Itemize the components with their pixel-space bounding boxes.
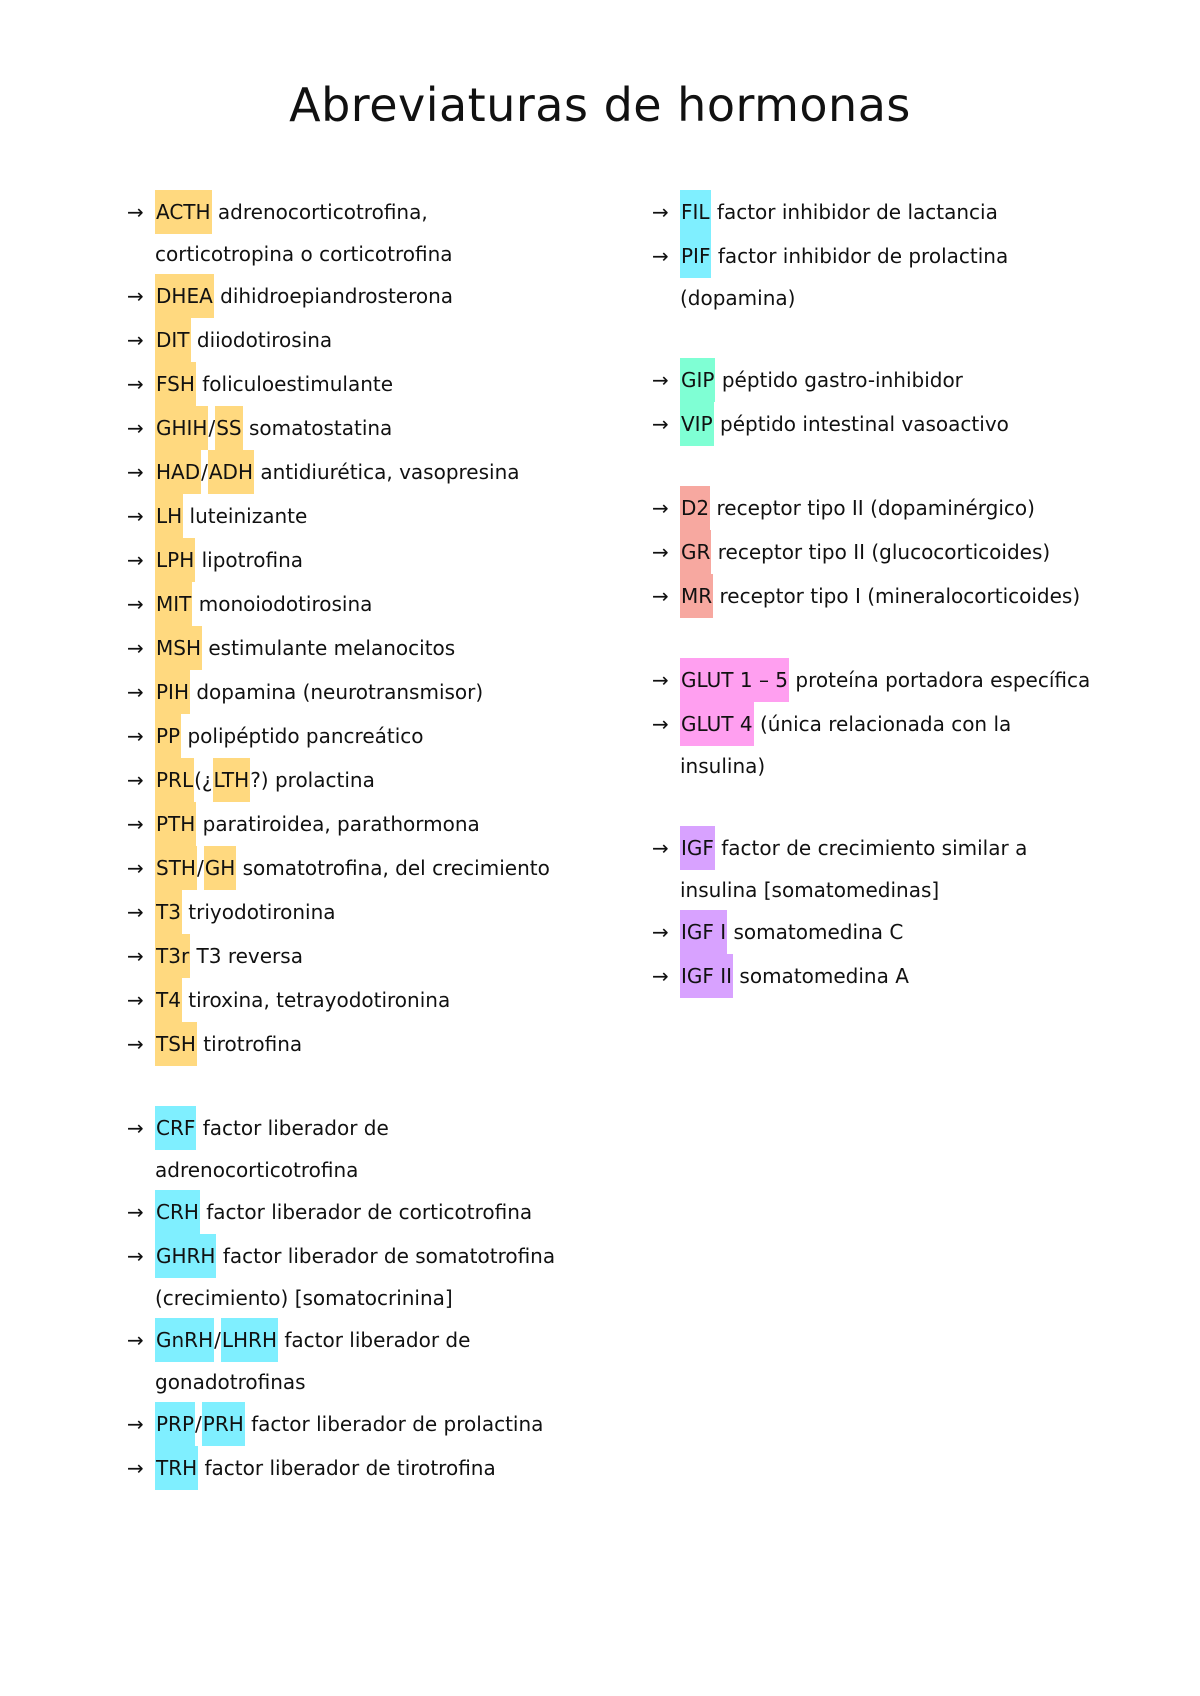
- abbreviation-highlight: IGF I: [680, 910, 727, 954]
- definition-text: somatomedina A: [733, 964, 909, 988]
- abbreviation-entry: [652, 402, 1152, 446]
- definition-text: factor liberador de: [196, 1116, 389, 1140]
- abbreviation-highlight: T3: [155, 890, 182, 934]
- arrow-icon: →: [127, 988, 144, 1012]
- abbreviation-entry: [127, 1106, 607, 1190]
- abbreviation-entry: [652, 530, 1152, 574]
- entry-line: [652, 954, 1152, 998]
- arrow-icon: →: [652, 200, 669, 224]
- abbreviation-highlight: FIL: [680, 190, 711, 234]
- entry-line: [127, 538, 607, 582]
- entry-line: [127, 1446, 607, 1490]
- definition-text: somatomedina C: [727, 920, 904, 944]
- abbreviation-highlight: GHIH: [155, 406, 208, 450]
- arrow-icon: →: [652, 496, 669, 520]
- abbreviation-highlight: STH: [155, 846, 197, 890]
- arrow-icon: →: [127, 1412, 144, 1436]
- abbreviation-separator: (¿: [194, 768, 213, 792]
- abbreviation-separator: /: [201, 460, 208, 484]
- abbreviation-highlight: GH: [204, 846, 237, 890]
- abbreviation-highlight: GnRH: [155, 1318, 214, 1362]
- abbreviation-highlight: LPH: [155, 538, 195, 582]
- entry-continuation-line: [652, 870, 1152, 910]
- entry-line: [127, 1318, 607, 1362]
- abbreviation-entry: [127, 318, 607, 362]
- abbreviation-entry: [652, 358, 1152, 402]
- abbreviation-entry: [652, 190, 1152, 234]
- definition-text: (única relacionada con la: [753, 712, 1012, 736]
- abbreviation-highlight: GIP: [680, 358, 715, 402]
- abbreviation-highlight: DIT: [155, 318, 191, 362]
- entry-line: [127, 890, 607, 934]
- entry-line: [127, 318, 607, 362]
- spacer: [127, 1066, 607, 1106]
- entry-continuation-line: [127, 1362, 607, 1402]
- right-column: [652, 190, 1152, 998]
- abbreviation-entry: [652, 954, 1152, 998]
- abbreviation-entry: [127, 450, 607, 494]
- definition-text: dopamina (neurotransmisor): [190, 680, 484, 704]
- abbreviation-entry: [127, 846, 607, 890]
- definition-text: receptor tipo II (dopaminérgico): [710, 496, 1035, 520]
- abbreviation-highlight: VIP: [680, 402, 714, 446]
- entry-line: [652, 702, 1152, 746]
- abbreviation-highlight: MIT: [155, 582, 192, 626]
- abbreviation-highlight: MSH: [155, 626, 202, 670]
- abbreviation-highlight: PRH: [202, 1402, 245, 1446]
- entry-continuation-line: [127, 234, 607, 274]
- definition-text: T3 reversa: [190, 944, 303, 968]
- arrow-icon: →: [127, 200, 144, 224]
- abbreviation-entry: [127, 494, 607, 538]
- definition-text: insulina): [680, 754, 766, 778]
- definition-text: receptor tipo I (mineralocorticoides): [713, 584, 1081, 608]
- entry-line: [127, 190, 607, 234]
- abbreviation-highlight: CRF: [155, 1106, 196, 1150]
- arrow-icon: →: [127, 504, 144, 528]
- abbreviation-entry: [127, 890, 607, 934]
- spacer: [652, 446, 1152, 486]
- arrow-icon: →: [652, 668, 669, 692]
- entry-line: [652, 190, 1152, 234]
- entry-continuation-line: [127, 1150, 607, 1190]
- arrow-icon: →: [127, 900, 144, 924]
- entry-line: [127, 406, 607, 450]
- entry-line: [127, 846, 607, 890]
- abbreviation-highlight: LTH: [213, 758, 251, 802]
- entry-line: [652, 234, 1152, 278]
- abbreviation-highlight: LH: [155, 494, 183, 538]
- abbreviation-highlight: T3r: [155, 934, 190, 978]
- entry-line: [127, 1234, 607, 1278]
- arrow-icon: →: [127, 636, 144, 660]
- definition-text: antidiurética, vasopresina: [254, 460, 520, 484]
- arrow-icon: →: [127, 944, 144, 968]
- arrow-icon: →: [652, 540, 669, 564]
- entry-line: [652, 658, 1152, 702]
- abbreviation-entry: [127, 582, 607, 626]
- abbreviation-entry: [652, 658, 1152, 702]
- definition-text: péptido intestinal vasoactivo: [713, 412, 1009, 436]
- abbreviation-highlight: D2: [680, 486, 710, 530]
- abbreviation-entry: [652, 826, 1152, 910]
- entry-line: [127, 802, 607, 846]
- page-title: Abreviaturas de hormonas: [289, 78, 911, 132]
- abbreviation-entry: [127, 1318, 607, 1402]
- definition-text: corticotropina o corticotrofina: [155, 242, 453, 266]
- entry-line: [652, 530, 1152, 574]
- definition-text: estimulante melanocitos: [202, 636, 456, 660]
- abbreviation-separator: /: [208, 416, 216, 440]
- arrow-icon: →: [127, 372, 144, 396]
- arrow-icon: →: [127, 1456, 144, 1480]
- left-column: [127, 190, 607, 1490]
- abbreviation-highlight: GLUT 4: [680, 702, 754, 746]
- abbreviation-entry: [127, 1402, 607, 1446]
- abbreviation-highlight: CRH: [155, 1190, 200, 1234]
- abbreviation-highlight: PIF: [680, 234, 711, 278]
- definition-text: proteína portadora específica: [789, 668, 1091, 692]
- abbreviation-highlight: T4: [155, 978, 182, 1022]
- entry-line: [127, 714, 607, 758]
- abbreviation-entry: [127, 406, 607, 450]
- definition-text: factor inhibidor de prolactina: [711, 244, 1009, 268]
- entry-line: [127, 274, 607, 318]
- abbreviation-highlight: ACTH: [155, 190, 212, 234]
- abbreviation-entry: [127, 934, 607, 978]
- abbreviation-entry: [127, 362, 607, 406]
- arrow-icon: →: [127, 548, 144, 572]
- arrow-icon: →: [127, 460, 144, 484]
- definition-text: prolactina: [268, 768, 375, 792]
- abbreviation-highlight: HAD: [155, 450, 201, 494]
- entry-line: [652, 910, 1152, 954]
- abbreviation-entry: [652, 486, 1152, 530]
- definition-text: adrenocorticotrofina: [155, 1158, 359, 1182]
- arrow-icon: →: [652, 412, 669, 436]
- arrow-icon: →: [652, 368, 669, 392]
- definition-text: (dopamina): [680, 286, 796, 310]
- definition-text: somatotrofina, del crecimiento: [236, 856, 550, 880]
- definition-text: paratiroidea, parathormona: [196, 812, 480, 836]
- definition-text: luteinizante: [183, 504, 308, 528]
- entry-line: [652, 574, 1152, 618]
- definition-text: gonadotrofinas: [155, 1370, 306, 1394]
- definition-text: receptor tipo II (glucocorticoides): [711, 540, 1051, 564]
- entry-continuation-line: [652, 278, 1152, 318]
- abbreviation-entry: [652, 910, 1152, 954]
- definition-text: factor liberador de tirotrofina: [198, 1456, 496, 1480]
- arrow-icon: →: [127, 1200, 144, 1224]
- definition-text: foliculoestimulante: [195, 372, 394, 396]
- arrow-icon: →: [652, 584, 669, 608]
- definition-text: factor inhibidor de lactancia: [710, 200, 998, 224]
- abbreviation-entry: [127, 274, 607, 318]
- arrow-icon: →: [127, 1328, 144, 1352]
- entry-line: [127, 626, 607, 670]
- abbreviation-highlight: PRL: [155, 758, 194, 802]
- abbreviation-highlight: TRH: [155, 1446, 198, 1490]
- abbreviation-highlight: DHEA: [155, 274, 214, 318]
- abbreviation-highlight: IGF II: [680, 954, 733, 998]
- abbreviation-highlight: PTH: [155, 802, 196, 846]
- abbreviation-entry: [127, 538, 607, 582]
- entry-line: [652, 486, 1152, 530]
- definition-text: somatostatina: [242, 416, 393, 440]
- spacer: [652, 786, 1152, 826]
- arrow-icon: →: [127, 1032, 144, 1056]
- abbreviation-entry: [127, 1234, 607, 1318]
- definition-text: factor de crecimiento similar a: [714, 836, 1028, 860]
- abbreviation-highlight: GLUT 1 – 5: [680, 658, 789, 702]
- abbreviation-highlight: ADH: [208, 450, 254, 494]
- entry-line: [127, 934, 607, 978]
- definition-text: (crecimiento) [somatocrinina]: [155, 1286, 453, 1310]
- spacer: [652, 318, 1152, 358]
- abbreviation-entry: [652, 234, 1152, 318]
- spacer: [652, 618, 1152, 658]
- abbreviation-entry: [652, 702, 1152, 786]
- arrow-icon: →: [652, 836, 669, 860]
- definition-text: diiodotirosina: [190, 328, 333, 352]
- definition-text: monoiodotirosina: [192, 592, 373, 616]
- abbreviation-highlight: TSH: [155, 1022, 197, 1066]
- entry-continuation-line: [652, 746, 1152, 786]
- abbreviation-entry: [127, 670, 607, 714]
- definition-text: tiroxina, tetrayodotironina: [181, 988, 451, 1012]
- abbreviation-entry: [127, 714, 607, 758]
- abbreviation-highlight: PRP: [155, 1402, 195, 1446]
- arrow-icon: →: [127, 812, 144, 836]
- abbreviation-entry: [127, 626, 607, 670]
- definition-text: péptido gastro-inhibidor: [715, 368, 963, 392]
- abbreviation-entry: [127, 1190, 607, 1234]
- abbreviation-highlight: GHRH: [155, 1234, 216, 1278]
- entry-line: [127, 582, 607, 626]
- entry-line: [127, 1022, 607, 1066]
- entry-line: [127, 494, 607, 538]
- abbreviation-entry: [652, 574, 1152, 618]
- abbreviation-highlight: PIH: [155, 670, 190, 714]
- abbreviation-highlight: IGF: [680, 826, 715, 870]
- entry-line: [127, 670, 607, 714]
- definition-text: factor liberador de prolactina: [244, 1412, 544, 1436]
- arrow-icon: →: [652, 920, 669, 944]
- arrow-icon: →: [127, 856, 144, 880]
- abbreviation-entry: [127, 190, 607, 274]
- entry-line: [652, 826, 1152, 870]
- entry-line: [127, 450, 607, 494]
- abbreviation-highlight: LHRH: [221, 1318, 278, 1362]
- entry-line: [127, 1402, 607, 1446]
- abbreviation-highlight: SS: [215, 406, 242, 450]
- definition-text: triyodotironina: [181, 900, 336, 924]
- arrow-icon: →: [127, 592, 144, 616]
- abbreviation-highlight: PP: [155, 714, 181, 758]
- definition-text: factor liberador de: [277, 1328, 471, 1352]
- arrow-icon: →: [127, 768, 144, 792]
- entry-continuation-line: [127, 1278, 607, 1318]
- entry-line: [127, 758, 607, 802]
- definition-text: factor liberador de corticotrofina: [199, 1200, 533, 1224]
- abbreviation-highlight: FSH: [155, 362, 196, 406]
- arrow-icon: →: [127, 328, 144, 352]
- abbreviation-entry: [127, 802, 607, 846]
- entry-line: [127, 1106, 607, 1150]
- arrow-icon: →: [652, 712, 669, 736]
- abbreviation-separator: /: [214, 1328, 221, 1352]
- entry-line: [652, 358, 1152, 402]
- abbreviation-separator: ?): [250, 768, 269, 792]
- entry-line: [127, 362, 607, 406]
- abbreviation-entry: [127, 758, 607, 802]
- arrow-icon: →: [127, 284, 144, 308]
- arrow-icon: →: [127, 1244, 144, 1268]
- definition-text: factor liberador de somatotrofina: [216, 1244, 556, 1268]
- abbreviation-entry: [127, 1446, 607, 1490]
- definition-text: lipotrofina: [195, 548, 304, 572]
- abbreviation-separator: /: [196, 856, 204, 880]
- arrow-icon: →: [127, 416, 144, 440]
- abbreviation-entry: [127, 1022, 607, 1066]
- entry-line: [127, 1190, 607, 1234]
- definition-text: insulina [somatomedinas]: [680, 878, 940, 902]
- arrow-icon: →: [127, 724, 144, 748]
- arrow-icon: →: [127, 680, 144, 704]
- definition-text: dihidroepiandrosterona: [213, 284, 454, 308]
- entry-line: [652, 402, 1152, 446]
- definition-text: polipéptido pancreático: [181, 724, 424, 748]
- arrow-icon: →: [652, 244, 669, 268]
- abbreviation-highlight: GR: [680, 530, 711, 574]
- arrow-icon: →: [652, 964, 669, 988]
- definition-text: tirotrofina: [196, 1032, 303, 1056]
- abbreviation-separator: /: [195, 1412, 202, 1436]
- abbreviation-highlight: MR: [680, 574, 713, 618]
- entry-line: [127, 978, 607, 1022]
- abbreviation-entry: [127, 978, 607, 1022]
- arrow-icon: →: [127, 1116, 144, 1140]
- definition-text: adrenocorticotrofina,: [211, 200, 428, 224]
